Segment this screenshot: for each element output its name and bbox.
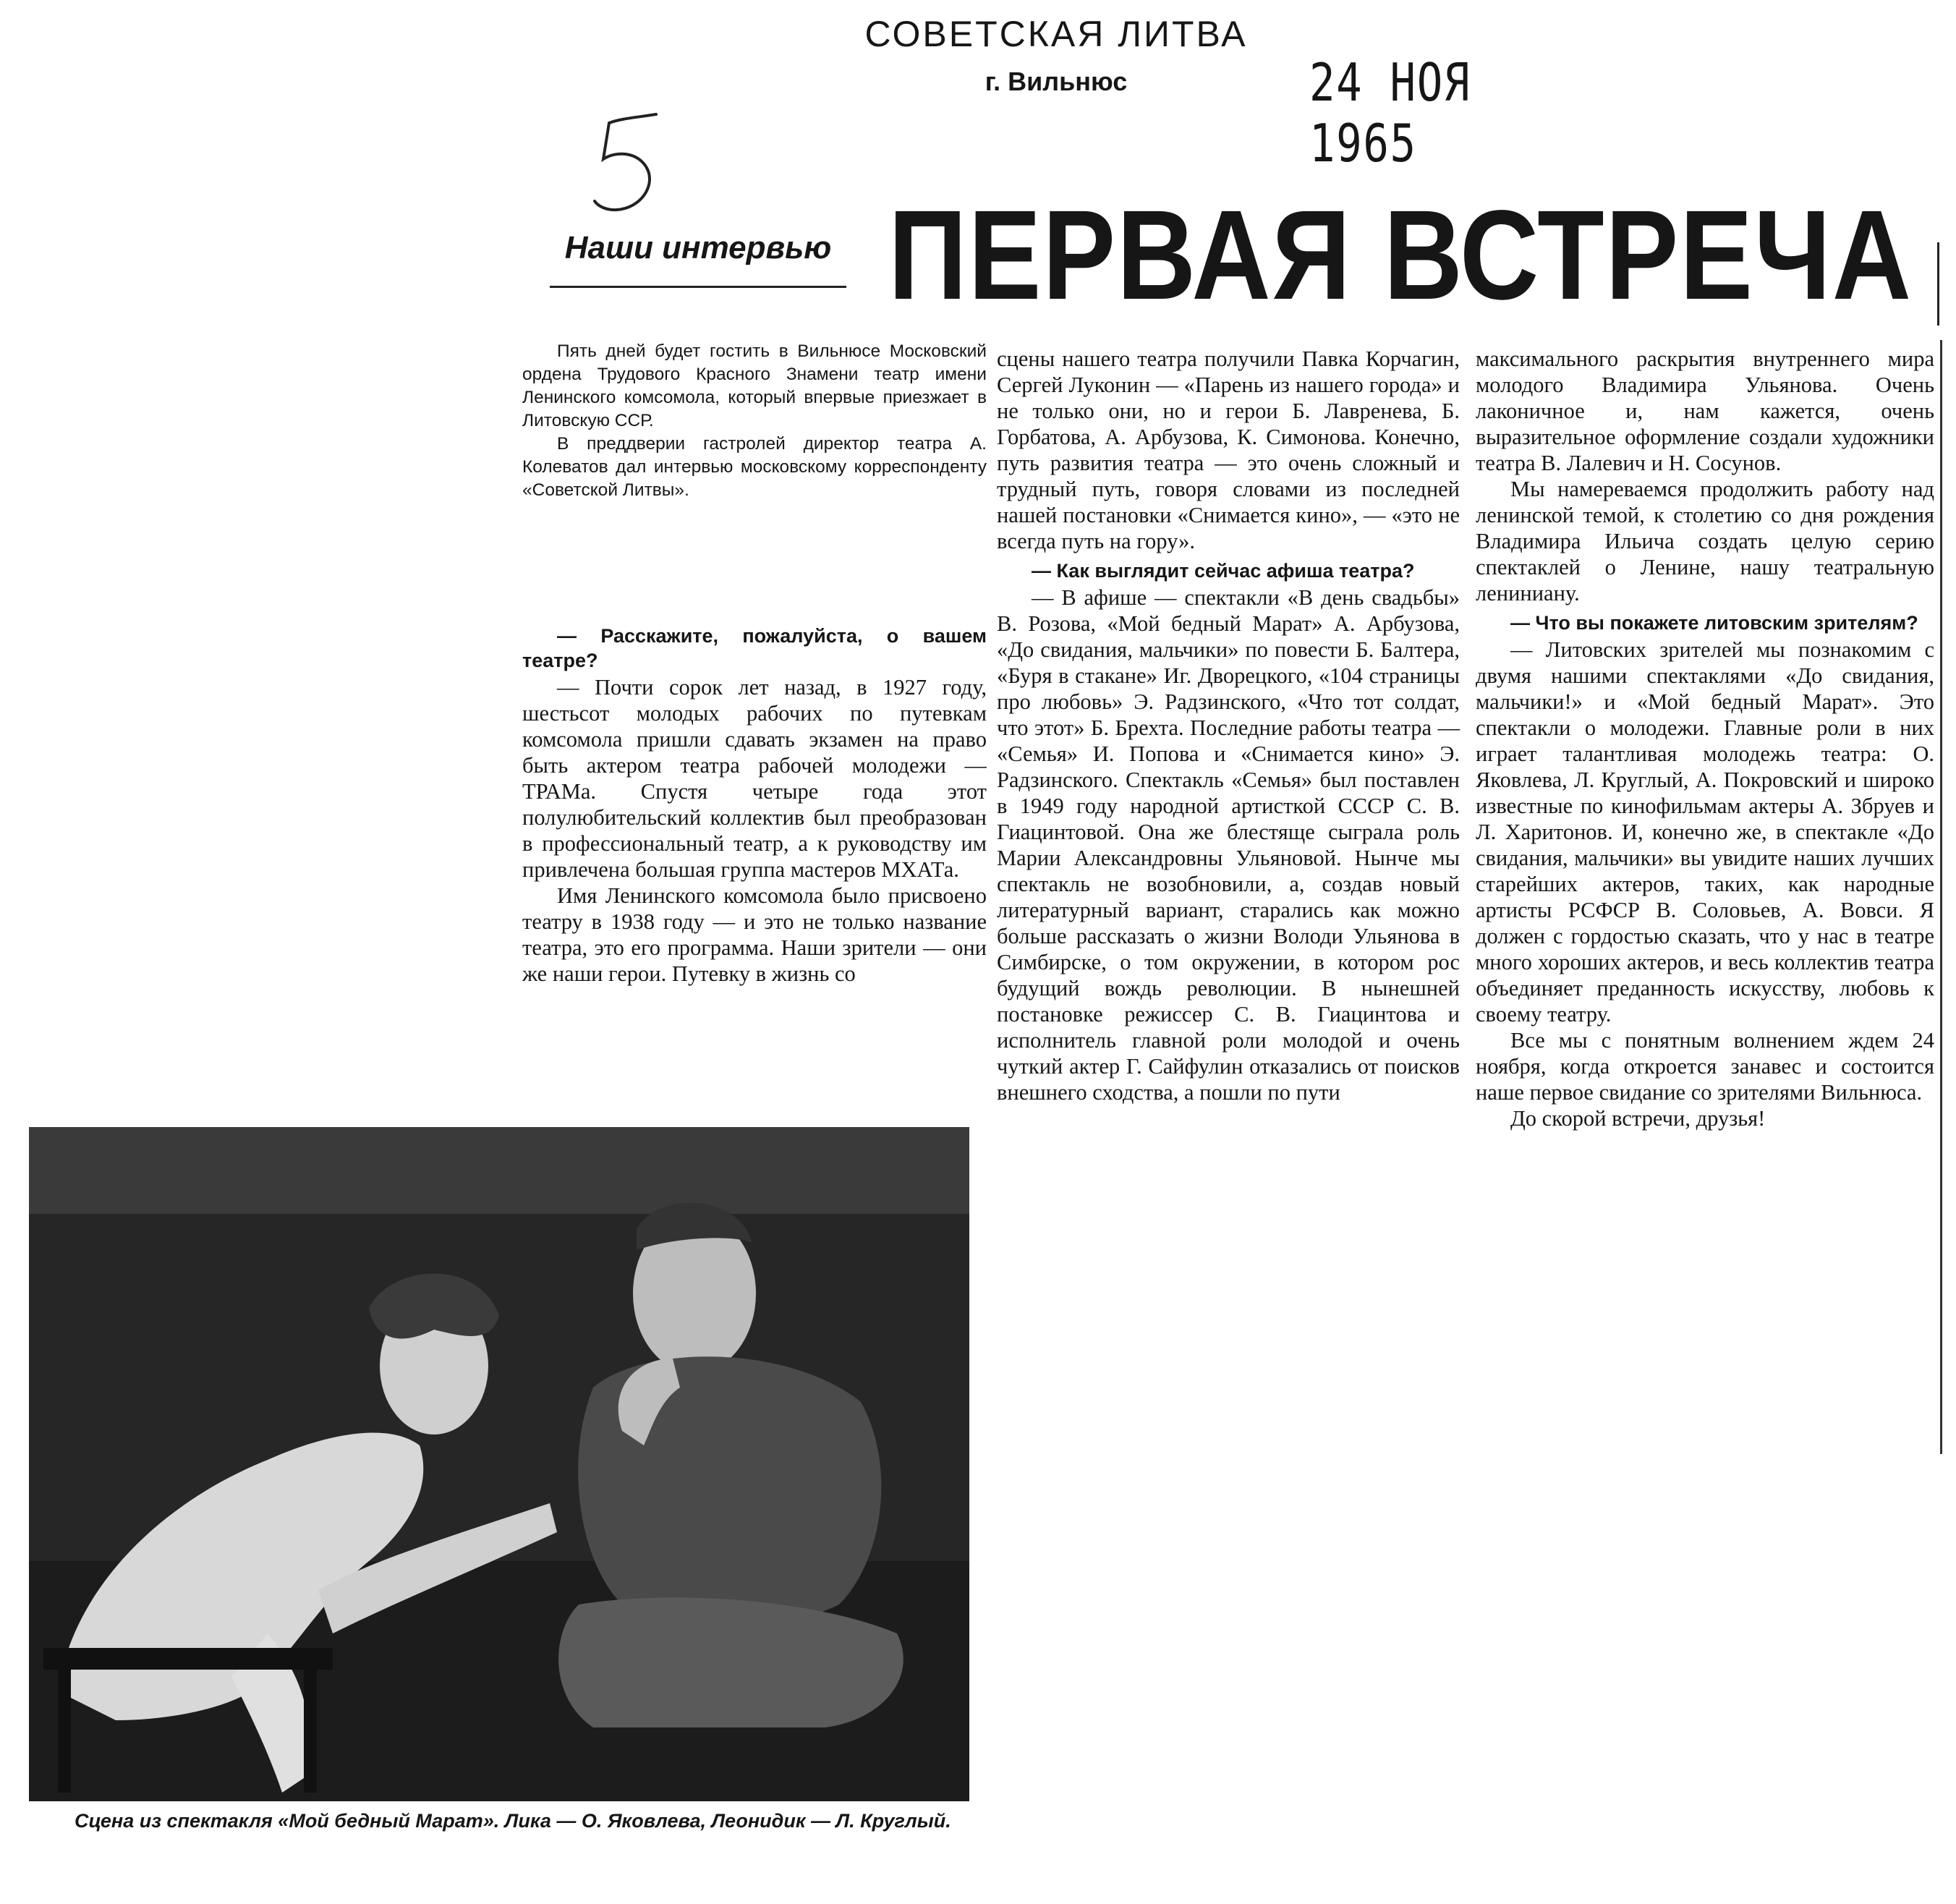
body-paragraph: До скорой встречи, друзья! (1510, 1106, 1766, 1131)
body-paragraph: — Почти сорок лет назад, в 1927 году, шестьсот молодых рабочих по путевкам комсомола пришли сдавать экзамен на право быть актером театра рабочей молодежи — ТРАМа. Спустя четыре года этот полулюбительский коллектив был преобразован в профессиональный театр, а к руководству им привлечена большая группа мастеров МХАТа. (522, 675, 987, 882)
rubric-underline (550, 286, 846, 288)
body-paragraph: — Литовских зрителей мы познакомим с двумя нашими спектаклями «До свидания, мальчики!» и «Мой бедный Марат». Это спектакли о молодежи. Главные роли в них играет талантливая молодежь театра: О. Яковлева, Л. Круглый, А. Покровский и широко известные по кинофильмам актеры А. Збруев и Л. Харитонов. И, конечно же, в спектакле «До свидания, мальчики» вы увидите наших лучших старейших актеров, таких, как народные артисты РСФСР В. Соловьев, А. Вовси. Я должен с гордостью сказать, что у нас в театре много хороших актеров, и весь коллектив театра объединяет преданность искусству, любовь к своему театру. (1476, 637, 1934, 1027)
lead-paragraph: В преддверии гастролей директор театра А. Колеватов дал интервью московскому корреспонденту «Советской Литвы». (522, 434, 987, 500)
newspaper-city: г. Вильнюс (985, 67, 1128, 96)
handwritten-number (587, 109, 674, 217)
interview-question: — Что вы покажете литовским зрителям? (1510, 612, 1918, 634)
newspaper-name: СОВЕТСКАЯ ЛИТВА (864, 14, 1248, 54)
date-stamp: 24 НОЯ 1965 (1309, 52, 1471, 174)
body-paragraph: Мы намереваемся продолжить работу над ленинской темой, к столетию со дня рождения Владимира Ильича создать целую серию спектаклей о Ленине, нашу театральную лениниану. (1476, 477, 1934, 605)
article-rubric: Наши интервью (564, 230, 832, 265)
body-paragraph: максимального раскрытия внутреннего мира молодого Владимира Ульянова. Очень лаконичное и, нам кажется, очень выразительное оформление создали художники театра В. Лалевич и Н. Сосунов. (1476, 347, 1934, 475)
article-column-2 (997, 346, 1460, 1105)
photo-caption: Сцена из спектакля «Мой бедный Марат». Лика — О. Яковлева, Леонидик — Л. Круглый. (75, 1810, 951, 1832)
body-paragraph: Все мы с понятным волнением ждем 24 ноября, когда откроется занавес и состоится наше первое свидание со зрителями Вильнюса. (1476, 1028, 1934, 1105)
column-rule (1937, 242, 1939, 326)
body-paragraph: сцены нашего театра получили Павка Корчагин, Сергей Луконин — «Парень из нашего города» и не только они, но и герои Б. Лавренева, Б. Горбатова, А. Арбузова, К. Симонова. Конечно, путь развития театра — это очень сложный и трудный путь, говоря словами из последней нашей постановки «Снимается кино», — «это не всегда путь на гору». (997, 347, 1460, 553)
body-paragraph: Имя Ленинского комсомола было присвоено театру в 1938 году — и это не только название театра, это его программа. Наши зрители — они же наши герои. Путевку в жизнь со (522, 883, 987, 986)
article-headline: ПЕРВАЯ ВСТРЕЧА (888, 184, 1913, 326)
scene-photo (29, 1127, 969, 1801)
lead-paragraph: Пять дней будет гостить в Вильнюсе Московский ордена Трудового Красного Знамени театр имени Ленинского комсомола, который впервые приезжает в Литовскую ССР. (522, 341, 987, 430)
article-column-1 (522, 619, 987, 1126)
article-lead (522, 340, 987, 502)
interview-question: — Как выглядит сейчас афиша театра? (1032, 560, 1415, 582)
column-rule (1940, 340, 1942, 1454)
interview-question: — Расскажите, пожалуйста, о вашем театре? (522, 625, 987, 671)
article-column-3 (1476, 346, 1934, 1131)
body-paragraph: — В афише — спектакли «В день свадьбы» В. Розова, «Мой бедный Марат» А. Арбузова, «До свидания, мальчики» по повести Б. Балтера, «Буря в стакане» Иг. Дворецкого, «104 страницы про любовь» Э. Радзинского, «Что тот солдат, что этот» Б. Брехта. Последние работы театра — «Семья» И. Попова и «Снимается кино» Э. Радзинского. Спектакль «Семья» был поставлен в 1949 году народной артисткой СССР С. В. Гиацинтовой. Она же блестяще сыграла роль Марии Александровны Ульяновой. Нынче мы спектакль не возобновили, а, создав новый литературный вариант, старались как можно больше рассказать о жизни Володи Ульянова в Симбирске, о том окружении, в котором рос будущий вождь революции. В нынешней постановке режиссер С. В. Гиацинтова и исполнитель главной роли молодой и очень чуткий актер Г. Сайфулин отказались от поисков внешнего сходства, а пошли по пути (997, 585, 1460, 1105)
